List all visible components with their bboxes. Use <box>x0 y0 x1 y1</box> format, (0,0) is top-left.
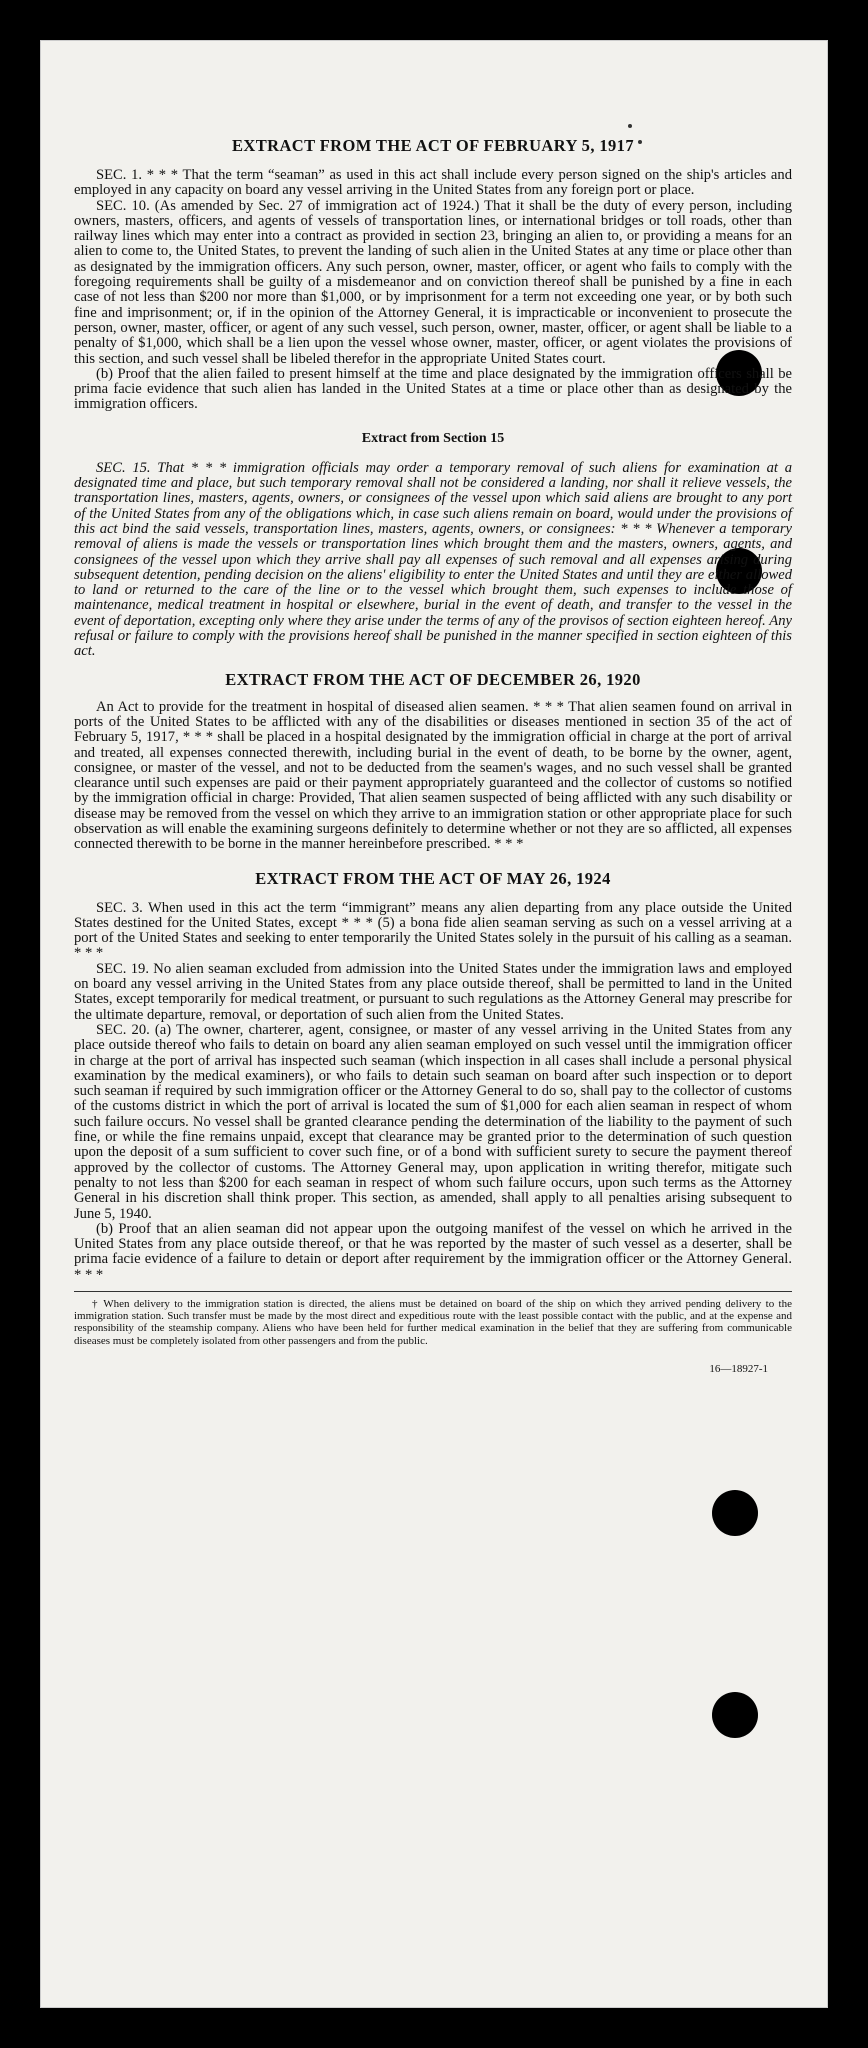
paragraph-sec-10-b: (b) Proof that the alien failed to present himself at the time and place designated by the immigration officers shall be prima facie evidence that such alien has landed in the United States at a time or place other than as designated by the immigration officers. <box>74 365 792 413</box>
paragraph-sec-1: SEC. 1. * * * That the term “seaman” as used in this act shall include every person signed on the ship's articles and employed in any capacity on board any vessel arriving in the United States from any foreign port or place. <box>74 167 792 199</box>
document-content <box>74 136 792 1375</box>
form-code: 16—18927-1 <box>709 1362 768 1375</box>
document-page <box>40 40 828 2008</box>
punch-hole <box>712 1490 758 1536</box>
heading-section-15: Extract from Section 15 <box>361 430 505 446</box>
paragraph-sec-15: SEC. 15. That * * * immigration officials may order a temporary removal of such aliens for examination at a designated time and place, but such temporary removal shall not be considered a landing, nor shall it relieve vessels, the transportation lines, masters, agents, owners, or consignees of the vessel upon which said aliens are brought to any port of the United States from any of the obligations which, in case such aliens remain on board, would under the provisions of this act bind the said vessels, transportation lines, masters, agents, owners, or consignees: * * * Whenever a temporary removal of aliens is made the vessels or transportation lines which brought them and the masters, owners, agents, and consignees of the vessel upon which they arrive shall pay all expenses of such removal and all expenses arising during subsequent detention, pending decision on the aliens' eligibility to enter the United States and until they are either allowed to land or returned to the care of the line or to the vessel which brought them, such expenses to include those of maintenance, medical treatment in hospital or elsewhere, burial in the event of death, and transfer to the vessel in the event of deportation, excepting only where they arise under the terms of any of the provisos of section eighteen hereof. Any refusal or failure to comply with the provisions hereof shall be punished in the manner specified in section eighteen of this act. <box>74 459 792 660</box>
punch-hole <box>712 1692 758 1738</box>
speck-mark <box>628 124 632 128</box>
paragraph-sec-20-a: SEC. 20. (a) The owner, charterer, agent, consignee, or master of any vessel arriving in the United States from any place outside thereof who fails to detain on board any alien seaman employed on such vessel until the immigration officer in charge at the port of arrival has inspected such seaman (which inspection in all cases shall include a personal physical examination by the medical examiners), or who fails to detain such seaman on board after such inspection or to deport such seaman if required by such immigration officer or the Attorney General to do so, shall pay to the collector of customs of the customs district in which the port of arrival is located the sum of $1,000 for each alien seaman in respect of whom such failure occurs. No vessel shall be granted clearance pending the determination of the liability to the payment of such fine, or while the fine remains unpaid, except that clearance may be granted prior to the determination of such question upon the deposit of a sum sufficient to cover such fine, or of a bond with sufficient surety to secure the payment thereof approved by the collector of customs. The Attorney General may, upon application in writing therefor, mitigate such penalty to not less than $200 for each seaman in respect of whom such failure occurs, upon such terms as the Attorney General in his discretion shall think proper. This section, as amended, shall apply to all penalties arising subsequent to June 5, 1940. <box>74 1021 792 1222</box>
heading-act-1920: EXTRACT FROM THE ACT OF DECEMBER 26, 1920 <box>225 669 641 689</box>
footnote-divider <box>74 1291 792 1292</box>
paragraph-sec-10: SEC. 10. (As amended by Sec. 27 of immigration act of 1924.) That it shall be the duty of every person, including owners, masters, officers, and agents of vessels of transportation lines, or international bridges or toll roads, other than railway lines which may enter into a contract as provided in section 23, bringing an alien to, or providing a means for an alien to come to, the United States, to prevent the landing of such alien in the United States at any time or place other than as designated by the immigration officers. Any such person, owner, master, officer, or agent who fails to comply with the foregoing requirements shall be guilty of a misdemeanor and on conviction thereof shall be punished by a fine in each case of not less than $200 nor more than $1,000, or by imprisonment for a term not exceeding one year, or by both such fine and imprisonment; or, if in the opinion of the Attorney General, it is impracticable or inconvenient to prosecute the person, owner, master, officer, or agent of any such vessel, such person, owner, master, officer, or agent shall be liable to a penalty of $1,000, which shall be a lien upon the vessel whose owner, master, officer, or agent violates the provisions of this section, and such vessel shall be libeled therefor in the appropriate United States court. <box>74 197 792 367</box>
paragraph-act-1920: An Act to provide for the treatment in hospital of diseased alien seamen. * * * That alien seamen found on arrival in ports of the United States to be afflicted with any of the disabilities or diseases mentioned in section 35 of the act of February 5, 1917, * * * shall be placed in a hospital designated by the immigration official in charge at the port of arrival and treated, all expenses connected therewith, including burial in the event of death, to be borne by the owner, agent, consignee, or master of the vessel, and not to be deducted from the seamen's wages, and no such vessel shall be granted clearance until such expenses are paid or their payment appropriately guaranteed and the collector of customs so notified by the immigration official in charge: Provided, That alien seamen suspected of being afflicted with any such disability or disease may be removed from the vessel on which they arrive to an immigration station or other appropriate place for such observation as will enable the examining surgeons definitely to determine whether or not they are so afflicted, all expenses connected therewith to be borne in the manner hereinbefore prescribed. * * * <box>74 698 792 853</box>
heading-act-1917: EXTRACT FROM THE ACT OF FEBRUARY 5, 1917 <box>232 136 634 155</box>
paragraph-sec-20-b: (b) Proof that an alien seaman did not appear upon the outgoing manifest of the vessel on which he arrived in the United States from any place outside thereof, or that he was reported by the master of such vessel as a deserter, shall be prima facie evidence of a failure to detain or deport after requirement by the immigration officer or the Attorney General. * * * <box>74 1220 792 1283</box>
paragraph-sec-3: SEC. 3. When used in this act the term “immigrant” means any alien departing from any place outside the United States destined for the United States, except * * * (5) a bona fide alien seaman serving as such on a vessel arriving at a port of the United States and seeking to enter temporarily the United States solely in the pursuit of his calling as a seaman. * * * <box>74 899 792 962</box>
footnote: † When delivery to the immigration station is directed, the aliens must be detained on board of the ship on which they arrived pending delivery to the immigration station. Such transfer must be made by the most direct and expeditious route with the least possible contact with the public, and at the expense and responsibility of the steamship company. Aliens who have been held for further medical examination in the belief that they are suffering from communicable diseases must be completely isolated from other passengers and from the public. <box>74 1298 792 1347</box>
paragraph-sec-19: SEC. 19. No alien seaman excluded from admission into the United States under the immigration laws and employed on board any vessel arriving in the United States from any place outside thereof, shall be permitted to land in the United States, except temporarily for medical treatment, or pursuant to such regulations as the Attorney General may prescribe for the ultimate departure, removal, or deportation of such alien from the United States. <box>74 960 792 1023</box>
heading-act-1924: EXTRACT FROM THE ACT OF MAY 26, 1924 <box>255 868 611 888</box>
